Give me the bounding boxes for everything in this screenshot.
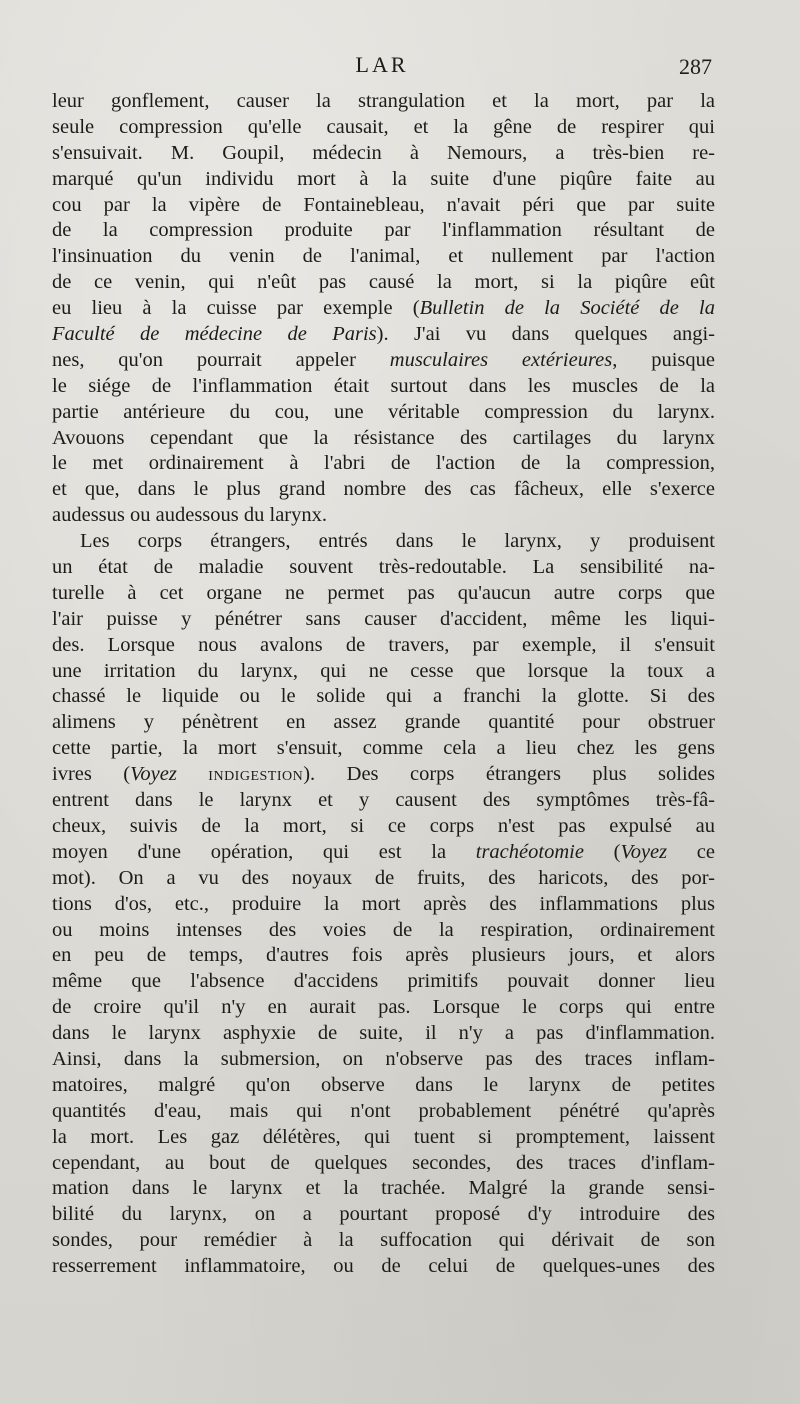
text-line: un état de maladie souvent très-redoutable. La sensibilité na-	[52, 556, 715, 579]
text-line: de la compression produite par l'inflammation résultant de	[52, 219, 715, 242]
text-line: s'ensuivait. M. Goupil, médecin à Nemours, a très-bien re-	[52, 141, 715, 164]
text-line: mot). On a vu des noyaux de fruits, des haricots, des por-	[52, 866, 715, 889]
paragraph-start-line: Les corps étrangers, entrés dans le larynx, y produisent	[80, 530, 715, 553]
text-line: l'insinuation du venin de l'animal, et nullement par l'action	[52, 245, 715, 268]
text-line: cette partie, la mort s'ensuit, comme cela a lieu chez les gens	[52, 737, 715, 760]
text-line: des. Lorsque nous avalons de travers, par exemple, il s'ensuit	[52, 633, 715, 656]
italic-term: Voyez	[130, 763, 177, 786]
body-text	[52, 89, 715, 1280]
text-line: nes, qu'on pourrait appeler musculaires extérieures, puisque	[52, 348, 715, 371]
text-line: le met ordinairement à l'abri de l'action de la compression,	[52, 452, 715, 475]
text-line: mation dans le larynx et la trachée. Malgré la grande sensi-	[52, 1177, 715, 1200]
text-line: Ainsi, dans la submersion, on n'observe pas des traces inflam-	[52, 1047, 715, 1070]
text-line: entrent dans le larynx et y causent des symptômes très-fâ-	[52, 789, 715, 812]
page-number: 287	[679, 54, 712, 79]
text-line: le siége de l'inflammation était surtout dans les muscles de la	[52, 374, 715, 397]
text-line: alimens y pénètrent en assez grande quantité pour obstruer	[52, 711, 715, 734]
text-line: l'air puisse y pénétrer sans causer d'accident, même les liqui-	[52, 607, 715, 630]
text-line: cou par la vipère de Fontainebleau, n'avait péri que par suite	[52, 193, 715, 216]
citation-italic: Bulletin de la Société de la	[419, 297, 715, 320]
text-line: seule compression qu'elle causait, et la gêne de respirer qui	[52, 115, 715, 138]
text-line: chassé le liquide ou le solide qui a franchi la glotte. Si des	[52, 685, 715, 708]
italic-term: trachéotomie	[475, 840, 584, 863]
text-line: quantités d'eau, mais qui n'ont probablement pénétré qu'après	[52, 1099, 715, 1122]
cross-reference-smallcaps: indigestion	[208, 763, 304, 786]
text-line: dans le larynx asphyxie de suite, il n'y a pas d'inflammation.	[52, 1022, 715, 1045]
text-line: marqué qu'un individu mort à la suite d'une piqûre faite au	[52, 167, 715, 190]
text-line: Avouons cependant que la résistance des cartilages du larynx	[52, 426, 715, 449]
text-line: même que l'absence d'accidens primitifs pouvait donner lieu	[52, 970, 715, 993]
text-line: resserrement inflammatoire, ou de celui de quelques-unes des	[52, 1255, 715, 1278]
text-line: matoires, malgré qu'on observe dans le larynx de petites	[52, 1073, 715, 1096]
italic-term: Voyez	[620, 840, 668, 863]
text-line: bilité du larynx, on a pourtant proposé d'y introduire des	[52, 1203, 715, 1226]
text-line: moyen d'une opération, qui est la trachéotomie (Voyez ce	[52, 840, 715, 863]
citation-italic: Faculté de médecine de Paris	[52, 323, 377, 346]
text-line: la mort. Les gaz délétères, qui tuent si promptement, laissent	[52, 1125, 715, 1148]
running-head: LAR	[355, 52, 409, 77]
text-line: cependant, au bout de quelques secondes, des traces d'inflam-	[52, 1151, 715, 1174]
page-header	[52, 52, 712, 84]
text-line: une irritation du larynx, qui ne cesse que lorsque la toux a	[52, 659, 715, 682]
text-line: de ce venin, qui n'eût pas causé la mort, si la piqûre eût	[52, 271, 715, 294]
text-line: en peu de temps, d'autres fois après plusieurs jours, et alors	[52, 944, 715, 967]
text-line: cheux, suivis de la mort, si ce corps n'est pas expulsé au	[52, 814, 715, 837]
text-line: de croire qu'il n'y en aurait pas. Lorsque le corps qui entre	[52, 996, 715, 1019]
text-line: leur gonflement, causer la strangulation et la mort, par la	[52, 90, 715, 112]
italic-term: musculaires extérieures	[389, 348, 613, 371]
text-line: sondes, pour remédier à la suffocation qui dérivait de son	[52, 1229, 715, 1252]
text-line: Faculté de médecine de Paris). J'ai vu dans quelques angi-	[52, 323, 715, 346]
text-line: eu lieu à la cuisse par exemple (Bulletin de la Société de la	[52, 297, 715, 320]
text-line: tions d'os, etc., produire la mort après des inflammations plus	[52, 892, 715, 915]
text-line: audessus ou audessous du larynx.	[52, 504, 328, 527]
text-line: ou moins intenses des voies de la respiration, ordinairement	[52, 918, 715, 941]
text-line: ivres (Voyez indigestion). Des corps étrangers plus solides	[52, 763, 715, 786]
text-line: partie antérieure du cou, une véritable compression du larynx.	[52, 400, 715, 423]
text-line: et que, dans le plus grand nombre des cas fâcheux, elle s'exerce	[52, 478, 715, 501]
text-line: turelle à cet organe ne permet pas qu'aucun autre corps que	[52, 581, 715, 604]
